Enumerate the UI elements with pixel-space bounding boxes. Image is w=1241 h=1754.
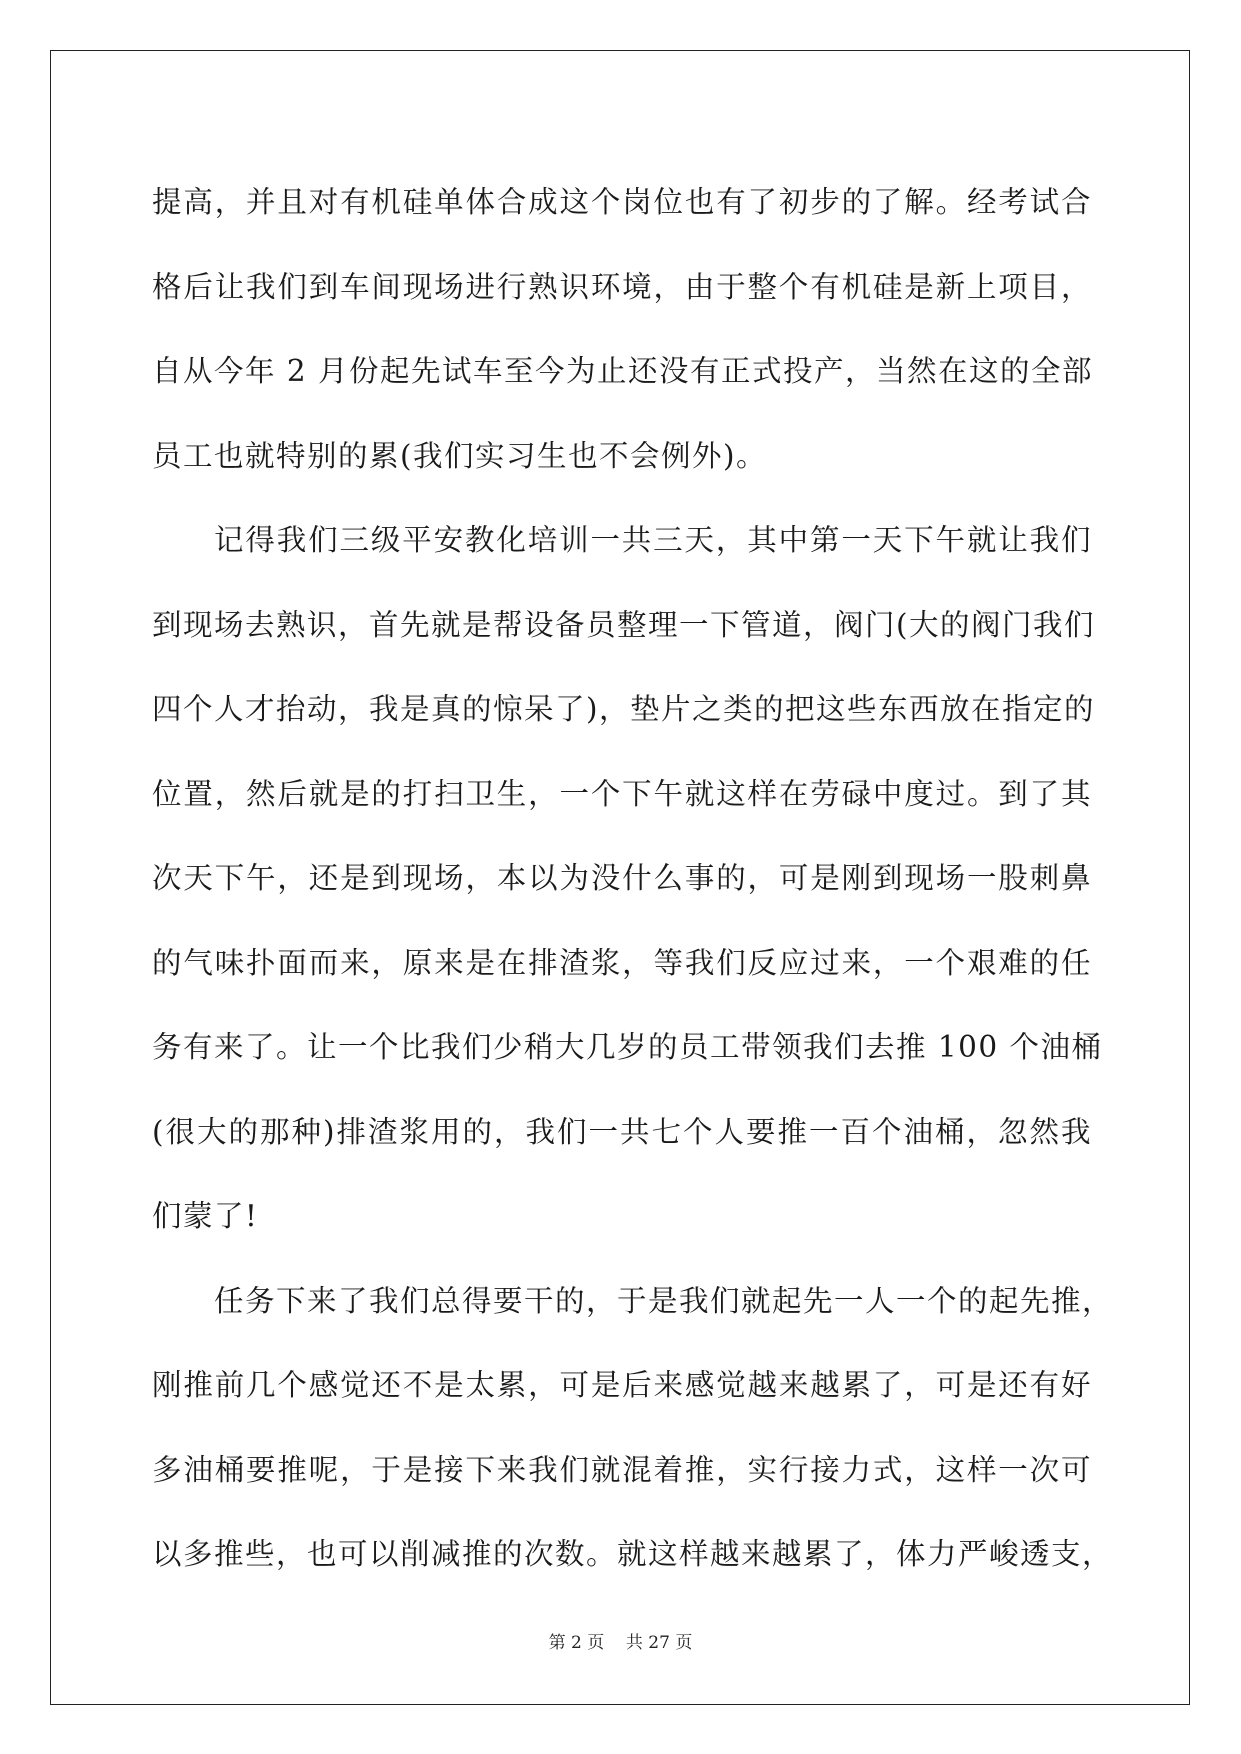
text-line: 务有来了。让一个比我们少稍大几岁的员工带领我们去推 100 个油桶 — [152, 1030, 1103, 1064]
footer-spacer — [604, 1633, 626, 1653]
text-line: 自从今年 2 月份起先试车至今为止还没有正式投产，当然在这的全部 — [152, 354, 1094, 388]
text-line: 记得我们三级平安教化培训一共三天，其中第一天下午就让我们 — [214, 523, 1092, 557]
text-line: (很大的那种)排渣浆用的，我们一共七个人要推一百个油桶，忽然我 — [152, 1114, 1092, 1149]
text-line: 多油桶要推呢，于是接下来我们就混着推，实行接力式，这样一次可 — [152, 1452, 1092, 1487]
text-line: 次天下午，还是到现场，本以为没什么事的，可是刚到现场一股刺鼻 — [152, 861, 1092, 895]
text-line: 任务下来了我们总得要干的，于是我们就起先一人一个的起先推， — [214, 1283, 1114, 1318]
text-line: 位置，然后就是的打扫卫生，一个下午就这样在劳碌中度过。到了其 — [152, 776, 1092, 811]
text-line: 员工也就特别的累(我们实习生也不会例外)。 — [152, 438, 768, 473]
document-body — [152, 160, 1114, 1597]
text-line: 到现场去熟识，首先就是帮设备员整理一下管道，阀门(大的阀门我们 — [152, 607, 1096, 642]
text-line: 以多推些，也可以削减推的次数。就这样越来越累了，体力严峻透支， — [152, 1537, 1114, 1571]
current-page-label: 第 2 页 — [548, 1633, 605, 1653]
text-line: 们蒙了! — [152, 1199, 259, 1233]
total-pages-label: 共 27 页 — [625, 1633, 693, 1653]
text-line: 的气味扑面而来，原来是在排渣浆，等我们反应过来，一个艰难的任 — [152, 945, 1092, 980]
text-line: 格后让我们到车间现场进行熟识环境，由于整个有机硅是新上项目， — [152, 269, 1092, 304]
text-line: 四个人才抬动，我是真的惊呆了)，垫片之类的把这些东西放在指定的 — [152, 692, 1096, 726]
text-line: 提高，并且对有机硅单体合成这个岗位也有了初步的了解。经考试合 — [152, 185, 1092, 219]
page-footer — [0, 1628, 1241, 1653]
text-line: 刚推前几个感觉还不是太累，可是后来感觉越来越累了，可是还有好 — [152, 1368, 1092, 1402]
